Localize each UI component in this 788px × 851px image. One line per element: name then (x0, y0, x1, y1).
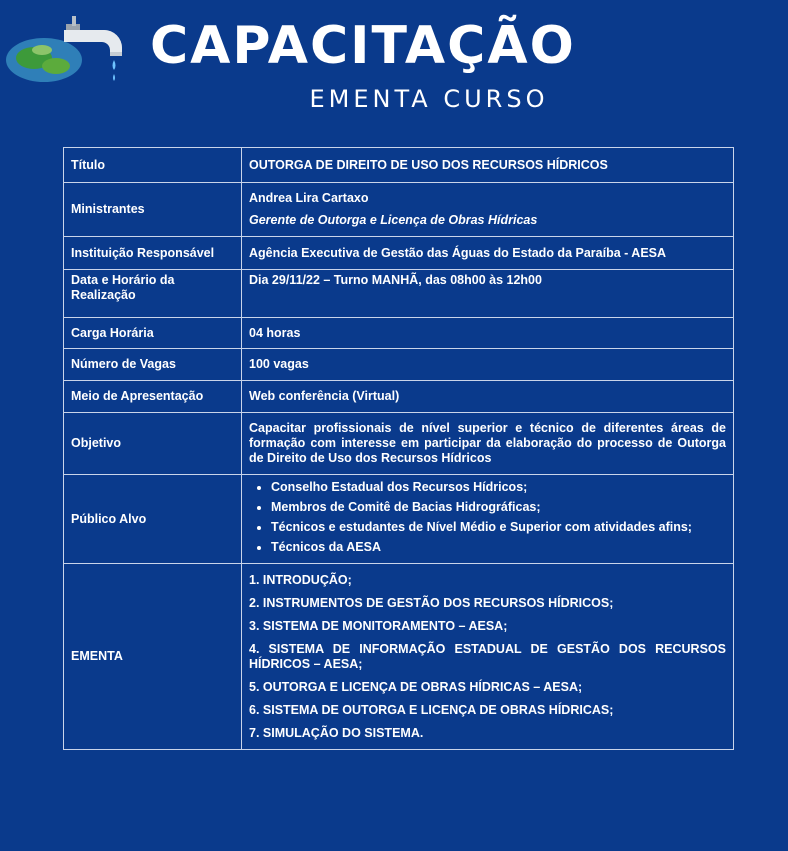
table-row (64, 564, 734, 750)
list-item: • Técnicos da AESA (271, 540, 726, 555)
list-item: 7. SIMULAÇÃO DO SISTEMA. (249, 726, 424, 740)
row-label: Instituição Responsável (64, 237, 242, 270)
row-value: 100 vagas (242, 349, 734, 381)
table-row (64, 349, 734, 381)
list-item: 6. SISTEMA DE OUTORGA E LICENÇA DE OBRAS HÍDRICAS; (249, 703, 614, 717)
list-item: 3. SISTEMA DE MONITORAMENTO – AESA; (249, 619, 508, 633)
row-label: EMENTA (64, 564, 242, 750)
table-row (64, 413, 734, 475)
row-value: OUTORGA DE DIREITO DE USO DOS RECURSOS HÍDRICOS (242, 148, 734, 183)
list-item: • Conselho Estadual dos Recursos Hídricos; (271, 480, 726, 495)
target-audience-list (249, 480, 726, 555)
row-label: Número de Vagas (64, 349, 242, 381)
list-item: • Membros de Comitê de Bacias Hidrográficas; (271, 500, 726, 515)
table-row (64, 183, 734, 237)
row-value: Web conferência (Virtual) (242, 381, 734, 413)
row-value (242, 564, 734, 750)
page-subtitle: EMENTA CURSO (309, 85, 549, 113)
table-row (64, 270, 734, 318)
instructor-role: Gerente de Outorga e Licença de Obras Hídricas (249, 213, 538, 227)
row-value: Capacitar profissionais de nível superior e técnico de diferentes áreas de formação com interesse em participar da elaboração do processo de Outorga de Direito de Uso dos Recursos Hídricos (242, 413, 734, 475)
course-table (63, 147, 734, 750)
row-value: Agência Executiva de Gestão das Águas do Estado da Paraíba - AESA (242, 237, 734, 270)
row-label: Público Alvo (64, 475, 242, 564)
list-item: 1. INTRODUÇÃO; (249, 573, 352, 587)
row-label: Data e Horário da Realização (64, 270, 242, 318)
row-label: Carga Horária (64, 318, 242, 349)
row-label: Objetivo (64, 413, 242, 475)
row-value: Dia 29/11/22 – Turno MANHÃ, das 08h00 às 12h00 (242, 270, 734, 318)
table-row (64, 475, 734, 564)
list-item: • Técnicos e estudantes de Nível Médio e Superior com atividades afins; (271, 520, 726, 535)
row-value: 04 horas (242, 318, 734, 349)
list-item: 2. INSTRUMENTOS DE GESTÃO DOS RECURSOS HÍDRICOS; (249, 596, 614, 610)
table-row (64, 318, 734, 349)
list-item: 5. OUTORGA E LICENÇA DE OBRAS HÍDRICAS – AESA; (249, 680, 583, 694)
faucet-globe-icon (4, 10, 134, 85)
table-row (64, 148, 734, 183)
syllabus-list (249, 573, 726, 741)
page-title: CAPACITAÇÃO (150, 16, 576, 76)
table-row (64, 237, 734, 270)
table-row (64, 381, 734, 413)
instructor-name: Andrea Lira Cartaxo (249, 191, 369, 205)
row-label: Ministrantes (64, 183, 242, 237)
row-value (242, 475, 734, 564)
row-label: Título (64, 148, 242, 183)
row-label: Meio de Apresentação (64, 381, 242, 413)
list-item: 4. SISTEMA DE INFORMAÇÃO ESTADUAL DE GESTÃO DOS RECURSOS HÍDRICOS – AESA; (249, 642, 726, 671)
row-value (242, 183, 734, 237)
